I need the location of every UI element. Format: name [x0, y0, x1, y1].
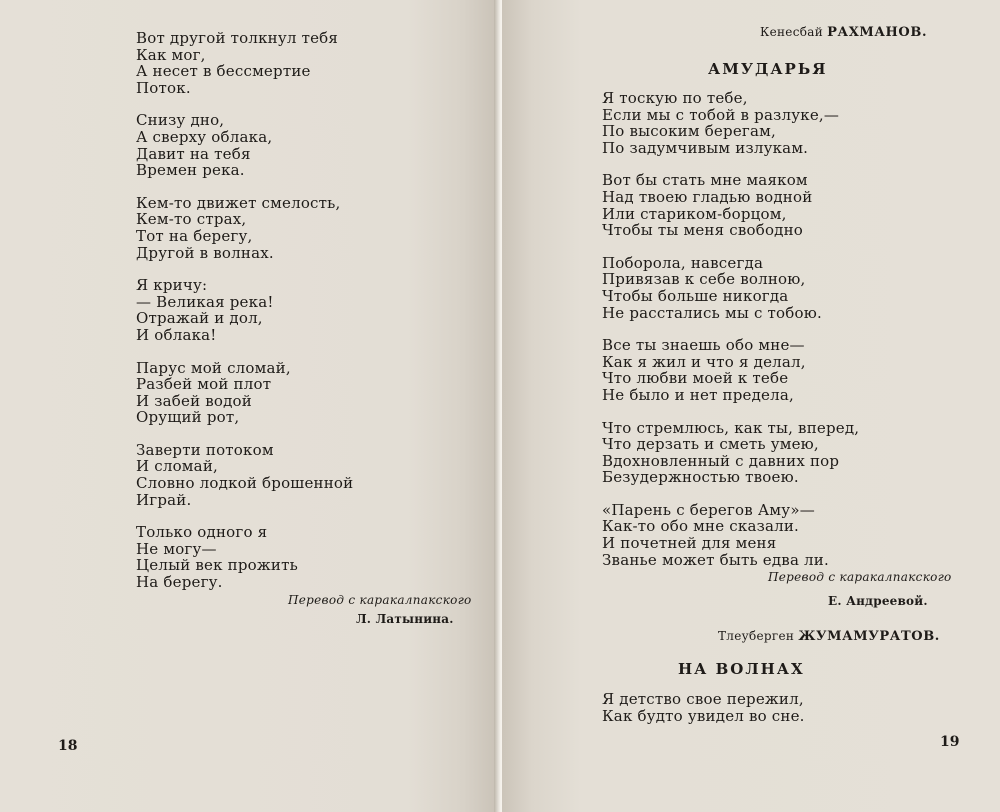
poem-line: Что стремлюсь, как ты, вперед, — [602, 418, 860, 437]
poem-line: Только одного я — [136, 523, 268, 542]
poem-line: Отражай и дол, — [136, 309, 263, 328]
stanza — [136, 112, 353, 178]
poem-line: Не было и нет предела, — [602, 385, 794, 404]
poem1-translator: Е. Андреевой. — [828, 594, 928, 608]
poem1-body — [602, 90, 859, 584]
poem-line: Словно лодкой брошенной — [136, 474, 354, 493]
poem-line: Парус мой сломай, — [136, 358, 291, 377]
stanza — [602, 420, 859, 486]
poem1-title: АМУДАРЬЯ — [708, 60, 828, 78]
stanza — [136, 524, 353, 590]
stanza — [602, 337, 859, 403]
poem-line: Если мы с тобой в разлуке,— — [602, 105, 840, 124]
poem-line: Снизу дно, — [136, 111, 225, 130]
poem-line: Что дерзать и сметь умею, — [602, 435, 819, 454]
poem-line: Не могу— — [136, 539, 217, 558]
poem-line: Поток. — [136, 78, 191, 97]
poem-line: Вот другой толкнул тебя — [136, 29, 339, 47]
poem-line: Времен река. — [136, 161, 245, 180]
right-page — [502, 0, 1000, 812]
poem-line: Над твоею гладью водной — [602, 187, 813, 206]
stanza — [136, 195, 353, 261]
poem-line: По высоким берегам, — [602, 122, 776, 141]
poem-line: Чтобы больше никогда — [602, 286, 789, 305]
poem-line: Разбей мой плот — [136, 375, 272, 394]
stanza — [136, 277, 353, 343]
poem-line: Или стариком-борцом, — [602, 204, 787, 223]
poem-line: Как-то обо мне сказали. — [602, 517, 799, 536]
right-page-number: 19 — [940, 734, 960, 750]
stanza — [602, 90, 859, 156]
poem-line: Орущий рот, — [136, 408, 240, 427]
left-translation-note: Перевод с каракалпакского — [288, 593, 472, 607]
poem-line: Целый век прожить — [136, 556, 298, 575]
poem2-author-last: ЖУМАМУРАТОВ. — [798, 629, 940, 644]
poem-line: Кем-то движет смелость, — [136, 193, 341, 212]
poem-line: И забей водой — [136, 391, 252, 410]
poem-line: Все ты знаешь обо мне— — [602, 336, 805, 355]
poem1-translation-note: Перевод с каракалпакского — [768, 570, 952, 584]
poem-line: Не расстались мы с тобою. — [602, 303, 822, 322]
poem-line: — Великая река! — [136, 292, 274, 311]
poem-line: Как я жил и что я делал, — [602, 352, 806, 371]
stanza — [602, 255, 859, 321]
poem-line: Вдохновленный с давних пор — [602, 451, 840, 470]
poem-line: Чтобы ты меня свободно — [602, 221, 804, 240]
stanza — [136, 360, 353, 426]
poem-line: Как мог, — [136, 45, 206, 64]
poem2-author-first: Тлеуберген — [718, 629, 795, 643]
poem2-body — [602, 691, 805, 740]
poem-line: Как будто увидел во сне. — [602, 706, 805, 725]
left-translator: Л. Латынина. — [356, 612, 454, 626]
poem-line: Привязав к себе волною, — [602, 270, 806, 289]
poem-line: Заверти потоком — [136, 440, 274, 459]
stanza — [136, 30, 353, 96]
left-poem-continuation — [136, 30, 353, 607]
stanza — [136, 442, 353, 508]
poem-line: И почетней для меня — [602, 534, 777, 553]
poem2-author — [718, 629, 940, 644]
poem-line: Званье может быть едва ли. — [602, 550, 829, 569]
poem-line: И сломай, — [136, 457, 218, 476]
poem-line: Что любви моей к тебе — [602, 369, 789, 388]
poem-line: Безудержностью твоею. — [602, 468, 799, 487]
poem1-author-last: РАХМАНОВ. — [827, 25, 928, 40]
poem-line: По задумчивым излукам. — [602, 138, 809, 157]
poem1-author-first: Кенесбай — [760, 25, 823, 39]
stanza — [602, 502, 859, 568]
poem2-title: НА ВОЛНАХ — [678, 660, 805, 678]
left-page — [0, 0, 498, 812]
stanza — [602, 172, 859, 238]
poem-line: Я кричу: — [136, 276, 208, 295]
poem-line: А несет в бессмертие — [136, 62, 311, 81]
poem-line: «Парень с берегов Аму»— — [602, 500, 815, 519]
poem-line: Я детство свое пережил, — [602, 690, 804, 708]
poem-line: Кем-то страх, — [136, 210, 247, 229]
poem-line: Другой в волнах. — [136, 243, 274, 262]
stanza — [602, 691, 805, 724]
poem-line: На берегу. — [136, 573, 223, 592]
poem-line: Я тоскую по тебе, — [602, 89, 748, 107]
poem-line: И облака! — [136, 325, 217, 344]
poem1-author — [760, 25, 927, 40]
poem-line: Давит на тебя — [136, 144, 251, 163]
left-page-number: 18 — [58, 738, 78, 754]
poem-line: Играй. — [136, 490, 192, 509]
poem-line: Поборола, навсегда — [602, 253, 764, 272]
poem-line: Вот бы стать мне маяком — [602, 171, 808, 190]
poem-line: Тот на берегу, — [136, 226, 253, 245]
poem-line: А сверху облака, — [136, 127, 273, 146]
